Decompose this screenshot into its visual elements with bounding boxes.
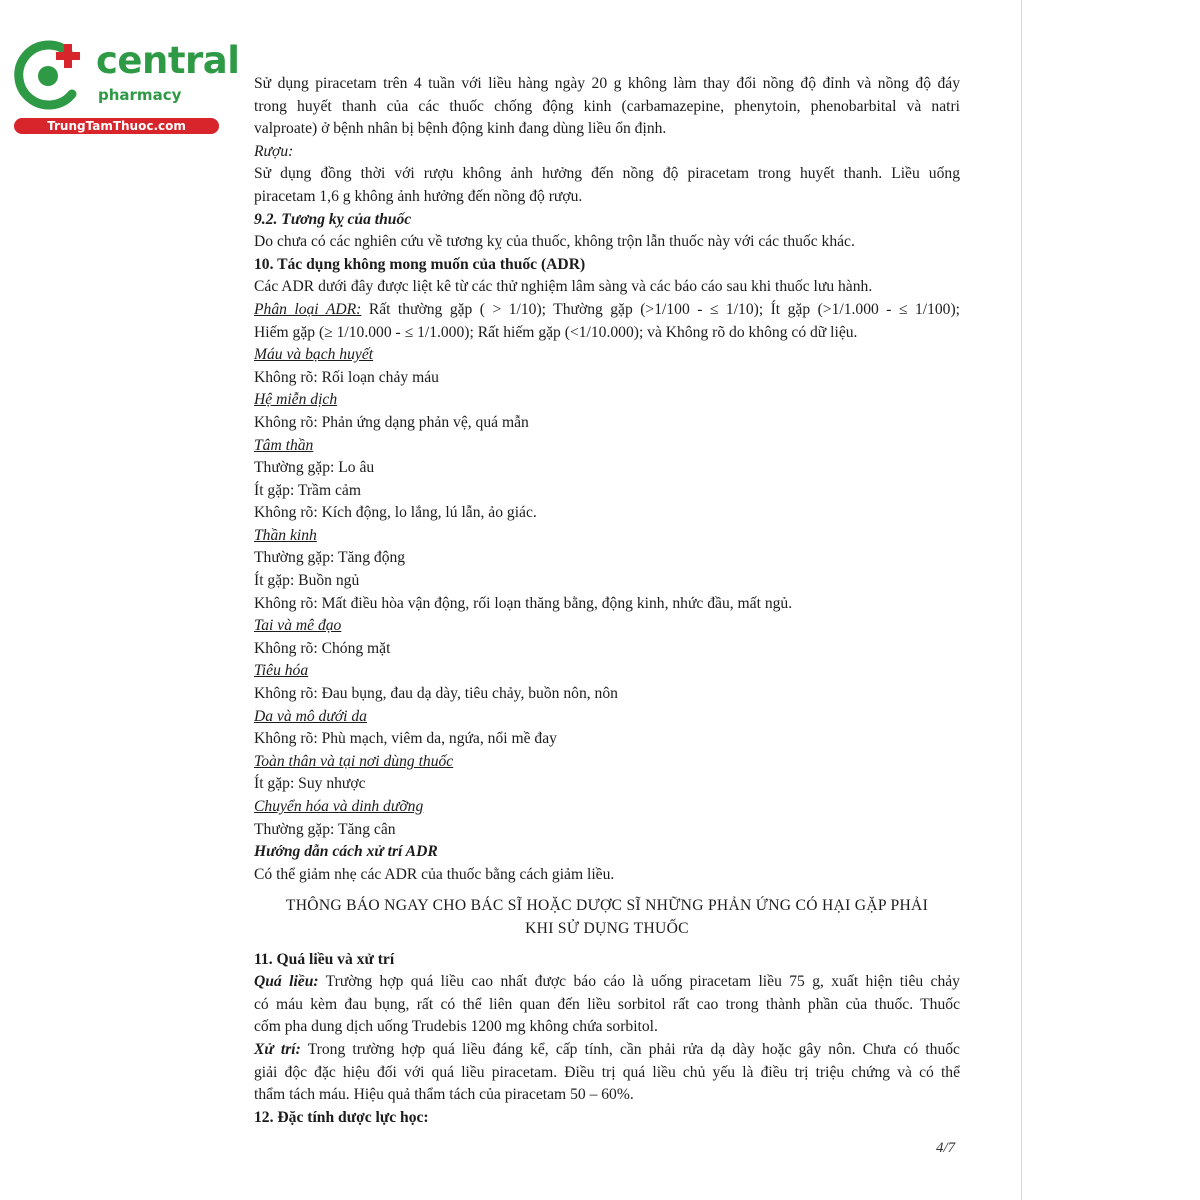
- adr-group-title: Tai và mê đạo: [254, 617, 342, 635]
- document-body: [254, 73, 960, 1129]
- adr-classification-line: [254, 299, 960, 322]
- logo-brand-sub: pharmacy: [98, 86, 182, 104]
- logo-brand-name: central: [96, 39, 240, 82]
- overdose-label: Quá liều:: [254, 973, 319, 991]
- section-heading-11: 11. Quá liều và xử trí: [254, 950, 395, 968]
- paragraph-line: Sử dụng piracetam trên 4 tuần với liều hàng ngày 20 g không làm thay đổi nồng độ đỉnh và nồng độ đáy: [254, 75, 960, 92]
- paragraph-line: có máu kèm đau bụng, rất có thể liên quan đến liều sorbitol rất cao trong thành phần của thuốc. Thuốc: [254, 995, 960, 1013]
- adr-group-title: Toàn thân và tại nơi dùng thuốc: [254, 752, 454, 770]
- treatment-text: Trong trường hợp quá liều đáng kể, cấp tính, cần phải rửa dạ dày hoặc gây nôn. Chưa có thuốc: [300, 1040, 960, 1058]
- classification-text: Rất thường gặp ( > 1/10); Thường gặp (>1/100 - ≤ 1/10); Ít gặp (>1/1.000 - ≤ 1/100);: [361, 300, 960, 318]
- section-heading-10: 10. Tác dụng không mong muốn của thuốc (ADR): [254, 255, 586, 273]
- notice-line-2: KHI SỬ DỤNG THUỐC: [525, 919, 689, 937]
- adr-group-title: Thần kinh: [254, 526, 317, 544]
- adr-group-item: Không rõ: Rối loạn chảy máu: [254, 368, 439, 386]
- adr-group-title: Tâm thần: [254, 436, 314, 454]
- adr-group-item: Thường gặp: Tăng động: [254, 549, 406, 567]
- section-heading-12: 12. Đặc tính dược lực học:: [254, 1108, 429, 1126]
- adr-group-title: Tiêu hóa: [254, 662, 309, 680]
- adr-group-item: Ít gặp: Buồn ngủ: [254, 572, 360, 590]
- page-edge-line: [1021, 0, 1022, 1200]
- paragraph-line: Do chưa có các nghiên cứu về tương kỵ của thuốc, không trộn lẫn thuốc này với các thuốc khác.: [254, 233, 855, 251]
- adr-group-title: Hệ miễn dịch: [254, 391, 338, 409]
- adr-group-title: Chuyển hóa và dinh dưỡng: [254, 798, 424, 815]
- adr-group-item: Ít gặp: Trầm cảm: [254, 481, 361, 499]
- paragraph-line: Có thể giảm nhẹ các ADR của thuốc bằng cách giảm liều.: [254, 865, 615, 883]
- adr-group-item: Ít gặp: Suy nhược: [254, 775, 366, 793]
- classification-label: Phân loại ADR:: [254, 300, 362, 318]
- management-heading: Hướng dẫn cách xử trí ADR: [254, 843, 438, 861]
- adr-group-item: Không rõ: Chóng mặt: [254, 639, 391, 657]
- paragraph-line: cốm pha dung dịch uống Trudebis 1200 mg không chứa sorbitol.: [254, 1018, 658, 1036]
- adr-group-title: Máu và bạch huyết: [254, 346, 374, 364]
- paragraph-line: valproate) ở bệnh nhân bị bệnh động kinh đang dùng liều ổn định.: [254, 120, 667, 138]
- adr-group-item: Thường gặp: Lo âu: [254, 459, 375, 477]
- paragraph-line: piracetam 1,6 g không ảnh hưởng đến nồng độ rượu.: [254, 187, 583, 205]
- adr-group-item: Không rõ: Kích động, lo lắng, lú lẫn, ảo giác.: [254, 504, 537, 522]
- treatment-line: [254, 1039, 960, 1062]
- adr-group-item: Không rõ: Mất điều hòa vận động, rối loạn thăng bằng, động kinh, nhức đầu, mất ngủ.: [254, 594, 793, 612]
- pharmacy-cross-logo-icon: [10, 38, 86, 114]
- adr-group-item: Thường gặp: Tăng cân: [254, 820, 396, 838]
- adr-group-list: [254, 344, 960, 841]
- section-heading-9-2: 9.2. Tương kỵ của thuốc: [254, 210, 412, 228]
- paragraph-line: thẩm tách máu. Hiệu quả thẩm tách của piracetam 50 – 60%.: [254, 1086, 634, 1104]
- adr-group-title: Da và mô dưới da: [254, 707, 367, 725]
- paragraph-line: Sử dụng đồng thời với rượu không ảnh hưởng đến nồng độ piracetam trong huyết thanh. Liều uống: [254, 165, 960, 183]
- page-number: 4/7: [936, 1140, 956, 1156]
- overdose-text: Trường hợp quá liều cao nhất được báo cáo là uống piracetam liều 75 g, xuất hiện tiêu chảy: [318, 973, 960, 991]
- logo-site-banner: TrungTamThuoc.com: [14, 118, 219, 134]
- paragraph-line: Các ADR dưới đây được liệt kê từ các thử nghiệm lâm sàng và các báo cáo sau khi thuốc lưu hành.: [254, 278, 873, 296]
- adr-group-item: Không rõ: Phản ứng dạng phản vệ, quá mẫn: [254, 413, 529, 431]
- treatment-label: Xử trí:: [254, 1040, 301, 1058]
- notice-line-1: THÔNG BÁO NGAY CHO BÁC SĨ HOẶC DƯỢC SĨ NHỮNG PHẢN ỨNG CÓ HẠI GẶP PHẢI: [285, 897, 929, 915]
- paragraph-line: Hiếm gặp (≥ 1/10.000 - ≤ 1/1.000); Rất hiếm gặp (<1/10.000); và Không rõ do không có dữ liệu.: [254, 323, 858, 341]
- central-pharmacy-logo: [10, 38, 240, 138]
- adr-group-item: Không rõ: Đau bụng, đau dạ dày, tiêu chảy, buồn nôn, nôn: [254, 685, 618, 703]
- adr-group-item: Không rõ: Phù mạch, viêm da, ngứa, nổi mề đay: [254, 730, 557, 748]
- paragraph-line: giải độc đặc hiệu đối với quá liều piracetam. Điều trị quá liều chủ yếu là điều trị triệu chứng và có thể: [254, 1063, 960, 1081]
- overdose-line: [254, 971, 960, 994]
- paragraph-line: trong huyết thanh của các thuốc chống động kinh (carbamazepine, phenytoin, phenobarbital và natri: [254, 97, 960, 115]
- subheading-alcohol: Rượu:: [254, 142, 294, 160]
